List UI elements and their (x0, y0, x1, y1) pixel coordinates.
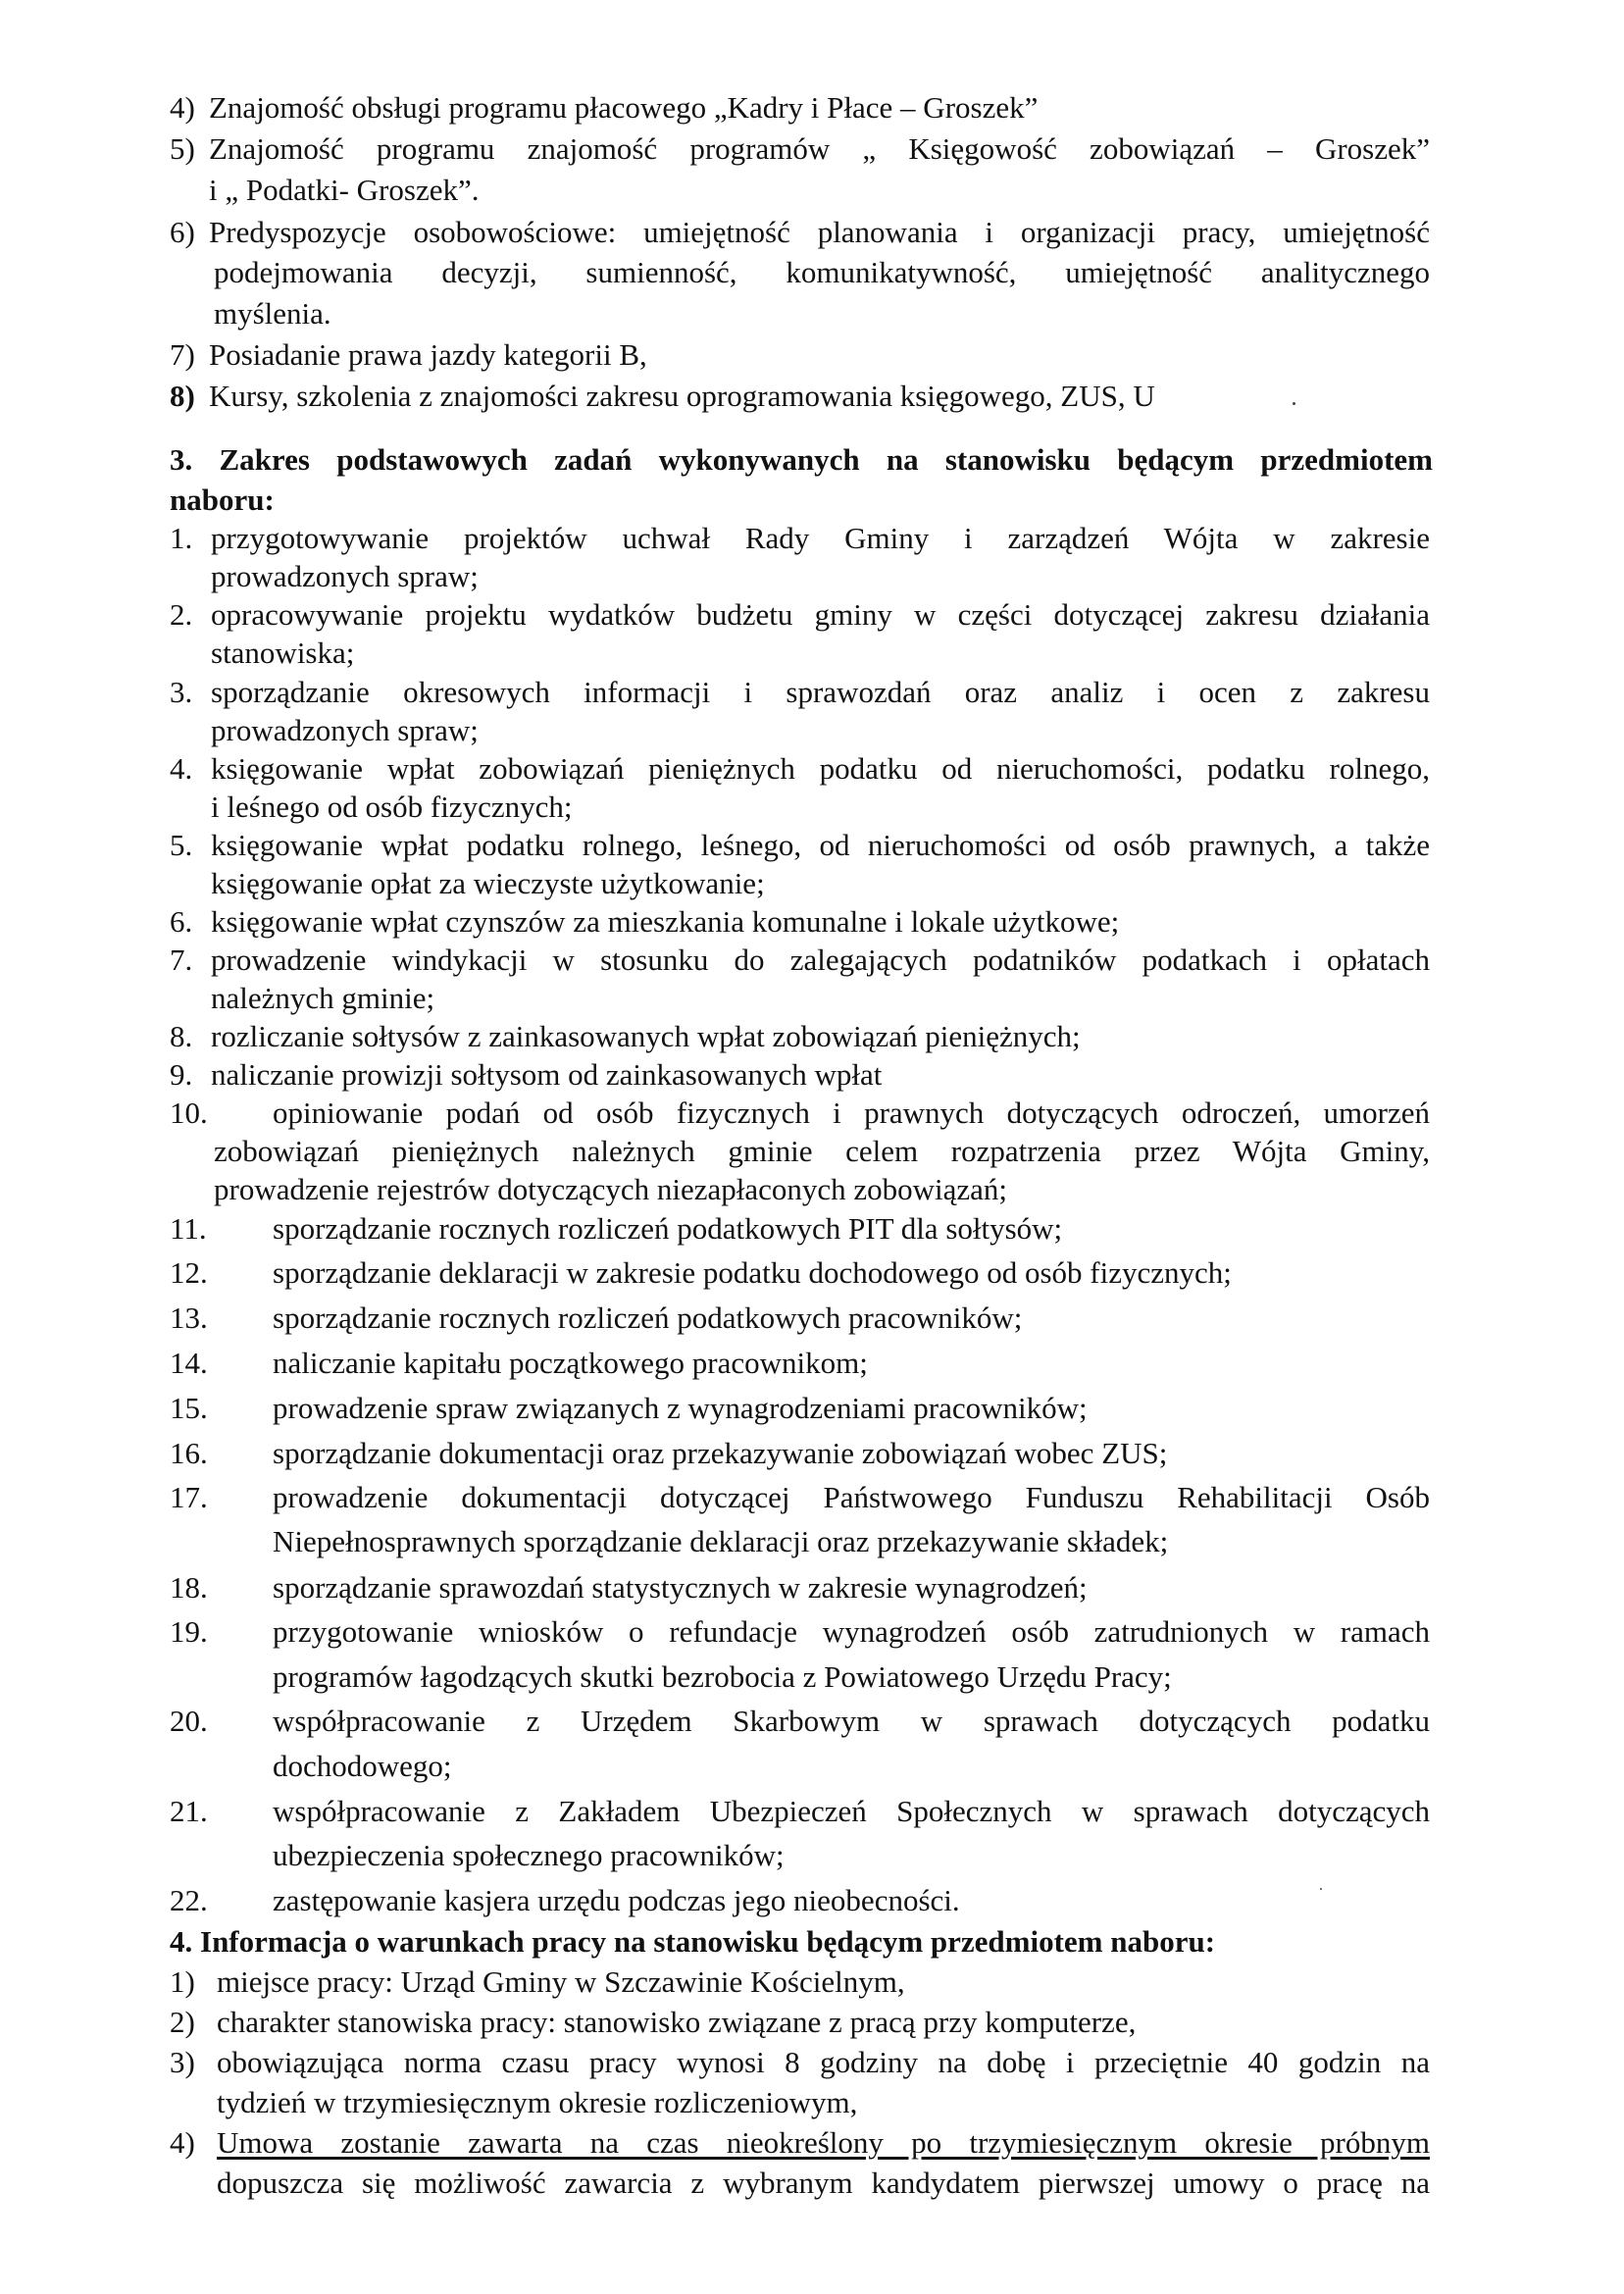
list-item-text: stanowiska; (211, 636, 355, 670)
list-number: 5. (170, 828, 193, 862)
list-number: 2. (170, 597, 193, 632)
list-item-text: zastępowanie kasjera urzędu podczas jego nieobecności. (273, 1883, 960, 1917)
list-item-text: zobowiązań pieniężnych należnych gminie celem rozpatrzenia przez Wójta Gminy, (214, 1134, 1430, 1168)
list-number: 14. (170, 1346, 208, 1380)
list-number: 4. (170, 751, 193, 786)
list-item-text: obowiązująca norma czasu pracy wynosi 8 godziny na dobę i przeciętnie 40 godzin na (217, 2045, 1430, 2079)
section-heading: 4. Informacja o warunkach pracy na stanowisku będącym przedmiotem naboru: (170, 1924, 1216, 1959)
list-item-text: sporządzanie sprawozdań statystycznych w zakresie wynagrodzeń; (273, 1570, 1088, 1605)
list-number: 15. (170, 1391, 208, 1425)
scan-speck (1293, 402, 1295, 405)
list-number: 1. (170, 521, 193, 555)
list-item-text: przygotowanie wniosków o refundacje wynagrodzeń osób zatrudnionych w ramach (273, 1614, 1430, 1649)
list-number: 9. (170, 1057, 193, 1092)
list-number: 6. (170, 904, 193, 939)
list-number: 2) (170, 2005, 195, 2039)
list-item-text: księgowanie wpłat czynszów za mieszkania komunalne i lokale użytkowe; (211, 904, 1120, 939)
list-number: 7) (170, 337, 195, 372)
list-number: 3. (170, 675, 193, 709)
list-item-text: współpracowanie z Urzędem Skarbowym w sprawach dotyczących podatku (273, 1704, 1430, 1738)
list-number: 13. (170, 1300, 208, 1335)
list-number: 6) (170, 215, 195, 249)
list-number: 17. (170, 1480, 208, 1514)
list-item-text-underlined: Umowa zostanie zawarta na czas nieokreślony po trzymiesięcznym okresie próbnym (217, 2125, 1430, 2160)
scan-speck (1320, 1888, 1322, 1890)
list-item-text: prowadzonych spraw; (211, 559, 479, 593)
list-item-text: Znajomość obsługi programu płacowego „Kadry i Płace – Groszek” (209, 90, 1039, 125)
list-number: 7. (170, 943, 193, 977)
list-number: 20. (170, 1704, 208, 1738)
list-item-text: dopuszcza się możliwość zawarcia z wybranym kandydatem pierwszej umowy o pracę na (217, 2166, 1430, 2200)
list-item-text: Niepełnosprawnych sporządzanie deklaracji oraz przekazywanie składek; (273, 1524, 1169, 1558)
list-item-text: prowadzonych spraw; (211, 713, 479, 747)
list-number: 10. (170, 1096, 208, 1130)
list-item-text: Znajomość programu znajomość programów „ Księgowość zobowiązań – Groszek” (209, 131, 1430, 166)
list-item-text: tydzień w trzymiesięcznym okresie rozliczeniowym, (217, 2085, 858, 2119)
list-number: 21. (170, 1794, 208, 1828)
list-item-text: programów łagodzących skutki bezrobocia z Powiatowego Urzędu Pracy; (273, 1659, 1172, 1694)
list-item-text: księgowanie wpłat zobowiązań pieniężnych podatku od nieruchomości, podatku rolnego, (211, 751, 1430, 786)
list-item-text: księgowanie opłat za wieczyste użytkowanie; (211, 866, 765, 900)
list-item-text: i „ Podatki- Groszek”. (209, 173, 480, 207)
section-heading-cont: naboru: (170, 483, 275, 517)
list-number: 19. (170, 1614, 208, 1649)
list-item-text: Kursy, szkolenia z znajomości zakresu oprogramowania księgowego, ZUS, U (209, 379, 1155, 413)
list-item-text: i leśnego od osób fizycznych; (211, 790, 573, 824)
list-item-text: opracowywanie projektu wydatków budżetu gminy w części dotyczącej zakresu działania (211, 597, 1430, 632)
list-item-text: dochodowego; (273, 1749, 452, 1783)
list-item-text: prowadzenie dokumentacji dotyczącej Państwowego Funduszu Rehabilitacji Osób (273, 1480, 1430, 1514)
list-number: 1) (170, 1964, 195, 1999)
list-number: 11. (170, 1211, 207, 1246)
list-item-text: podejmowania decyzji, sumienność, komunikatywność, umiejętność analitycznego (214, 255, 1430, 289)
list-item-text: sporządzanie okresowych informacji i sprawozdań oraz analiz i ocen z zakresu (211, 675, 1430, 709)
list-item-text: Posiadanie prawa jazdy kategorii B, (209, 337, 647, 372)
list-number: 4) (170, 90, 195, 125)
list-item-text: miejsce pracy: Urząd Gminy w Szczawinie Kościelnym, (217, 1964, 905, 1999)
list-item-text: księgowanie wpłat podatku rolnego, leśnego, od nieruchomości od osób prawnych, a także (211, 828, 1430, 862)
section-heading: 3. Zakres podstawowych zadań wykonywanych na stanowisku będącym przedmiotem (170, 442, 1433, 477)
list-number: 3) (170, 2045, 195, 2079)
list-item-text: współpracowanie z Zakładem Ubezpieczeń Społecznych w sprawach dotyczących (273, 1794, 1430, 1828)
list-item-text: ubezpieczenia społecznego pracowników; (273, 1838, 785, 1872)
list-item-text: charakter stanowiska pracy: stanowisko związane z pracą przy komputerze, (217, 2005, 1137, 2039)
list-item-text: prowadzenie rejestrów dotyczących niezapłaconych zobowiązań; (214, 1172, 1008, 1206)
list-item-text: rozliczanie sołtysów z zainkasowanych wpłat zobowiązań pieniężnych; (211, 1019, 1081, 1053)
list-item-text: sporządzanie rocznych rozliczeń podatkowych pracowników; (273, 1300, 1023, 1335)
list-item-text: prowadzenie spraw związanych z wynagrodzeniami pracowników; (273, 1391, 1088, 1425)
list-item-text: przygotowywanie projektów uchwał Rady Gminy i zarządzeń Wójta w zakresie (211, 521, 1430, 555)
list-item-text: opiniowanie podań od osób fizycznych i prawnych dotyczących odroczeń, umorzeń (273, 1096, 1430, 1130)
list-number: 12. (170, 1255, 208, 1290)
list-number: 18. (170, 1570, 208, 1605)
list-item-text: sporządzanie rocznych rozliczeń podatkowych PIT dla sołtysów; (273, 1211, 1063, 1246)
list-item-text: należnych gminie; (211, 981, 435, 1015)
list-item-text: Predyspozycje osobowościowe: umiejętność planowania i organizacji pracy, umiejętność (209, 215, 1430, 249)
list-number: 4) (170, 2125, 195, 2160)
list-number: 5) (170, 131, 195, 166)
list-item-text: sporządzanie dokumentacji oraz przekazywanie zobowiązań wobec ZUS; (273, 1436, 1168, 1470)
list-number: 22. (170, 1883, 208, 1917)
list-item-text: sporządzanie deklaracji w zakresie podatku dochodowego od osób fizycznych; (273, 1255, 1232, 1290)
list-item-text: myślenia. (214, 296, 331, 331)
list-number: 16. (170, 1436, 208, 1470)
list-item-text: naliczanie kapitału początkowego pracownikom; (273, 1346, 868, 1380)
list-number: 8) (170, 379, 195, 413)
list-number: 8. (170, 1019, 193, 1053)
list-item-text: naliczanie prowizji sołtysom od zainkasowanych wpłat (211, 1057, 883, 1092)
list-item-text: prowadzenie windykacji w stosunku do zalegających podatników podatkach i opłatach (211, 943, 1430, 977)
